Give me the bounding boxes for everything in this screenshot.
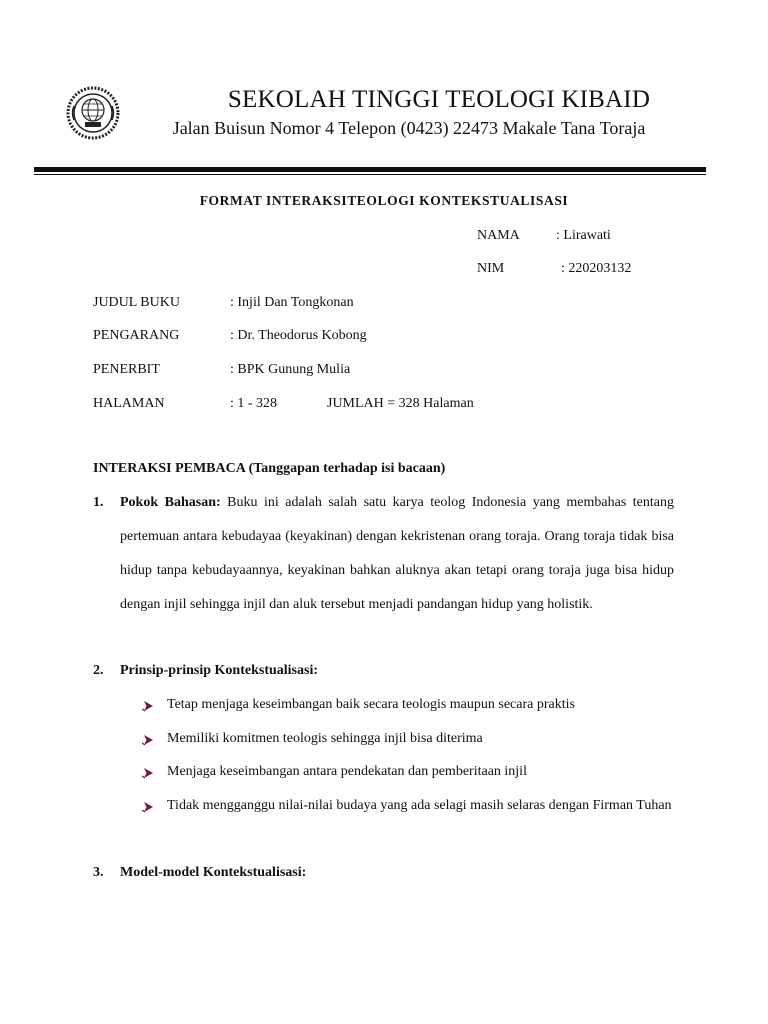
item-1-label: Pokok Bahasan: bbox=[120, 495, 221, 510]
arrow-bullet-icon bbox=[142, 733, 154, 745]
item-3-label: Model-model Kontekstualisasi: bbox=[120, 865, 307, 880]
bullet-text: Tetap menjaga keseimbangan baik secara teologis maupun secara praktis bbox=[167, 697, 575, 712]
item-2-label: Prinsip-prinsip Kontekstualisasi: bbox=[120, 663, 318, 678]
bullet-text: Memiliki komitmen teologis sehingga injil bisa diterima bbox=[167, 731, 483, 746]
bullet-text: Menjaga keseimbangan antara pendekatan dan pemberitaan injil bbox=[167, 764, 527, 779]
document-title: FORMAT INTERAKSITEOLOGI KONTEKSTUALISASI bbox=[199, 193, 569, 208]
arrow-bullet-icon bbox=[142, 699, 154, 711]
halaman-label: HALAMAN bbox=[93, 396, 165, 411]
school-name: SEKOLAH TINGGI TEOLOGI KIBAID bbox=[227, 86, 651, 113]
item-1-text: Buku ini adalah salah satu karya teolog Indonesia yang membahas tentang pertemuan antara kebudayaa (keyakinan) dengan kekristenan orang toraja. Orang toraja tidak bisa hidup tanpa kebudayaannya, keyakinan bahkan aluknya akan tetapi orang toraja juga bisa hidup dengan injil sehingga injil dan aluk tersebut menjadi pandangan hidup yang holistik. bbox=[120, 495, 674, 612]
pengarang-label: PENGARANG bbox=[93, 328, 180, 343]
nama-label: NAMA bbox=[477, 228, 520, 243]
item-1-number: 1. bbox=[93, 495, 104, 510]
penerbit-value: : BPK Gunung Mulia bbox=[230, 362, 351, 377]
item-3-number: 3. bbox=[93, 865, 104, 880]
arrow-bullet-icon bbox=[142, 766, 154, 778]
item-1-paragraph bbox=[120, 486, 674, 622]
judul-buku-label: JUDUL BUKU bbox=[93, 295, 180, 310]
judul-buku-value: : Injil Dan Tongkonan bbox=[230, 295, 354, 310]
penerbit-label: PENERBIT bbox=[93, 362, 160, 377]
jumlah-halaman: JUMLAH = 328 Halaman bbox=[327, 396, 474, 411]
arrow-bullet-icon bbox=[142, 800, 154, 812]
nama-value: : Lirawati bbox=[556, 228, 611, 243]
school-seal-icon bbox=[66, 86, 120, 140]
header-divider-thin bbox=[34, 174, 706, 175]
school-address: Jalan Buisun Nomor 4 Telepon (0423) 22473 Makale Tana Toraja bbox=[172, 118, 646, 138]
halaman-value: : 1 - 328 bbox=[230, 396, 278, 411]
bullet-text: Tidak mengganggu nilai-nilai budaya yang ada selagi masih selaras dengan Firman Tuhan bbox=[167, 798, 672, 813]
item-2-number: 2. bbox=[93, 663, 104, 678]
pengarang-value: : Dr. Theodorus Kobong bbox=[230, 328, 367, 343]
interaksi-heading: INTERAKSI PEMBACA (Tanggapan terhadap isi bacaan) bbox=[93, 461, 446, 476]
header-divider-thick bbox=[34, 167, 706, 172]
nim-label: NIM bbox=[477, 261, 505, 276]
nim-value: : 220203132 bbox=[561, 261, 632, 276]
